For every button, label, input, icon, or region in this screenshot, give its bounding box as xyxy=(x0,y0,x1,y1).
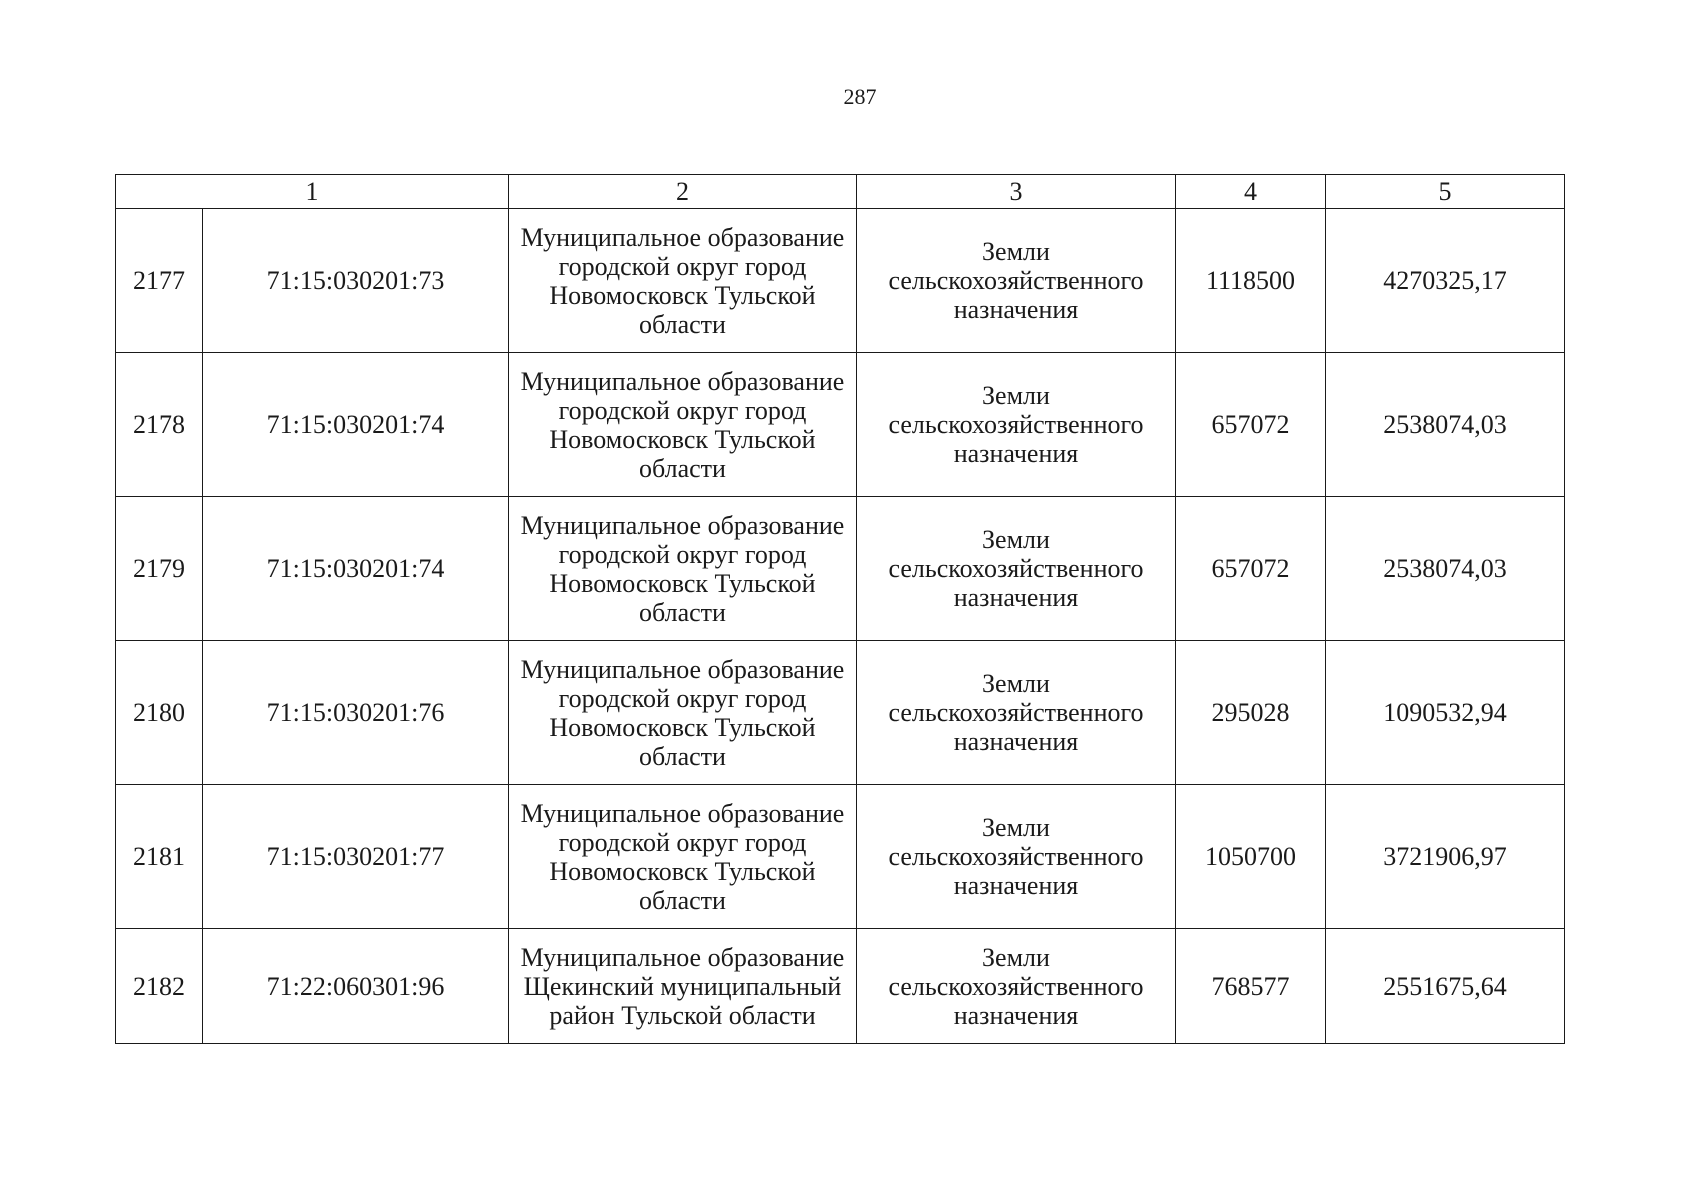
column-header-3: 3 xyxy=(857,175,1176,209)
table-row xyxy=(116,641,1565,785)
cadastral-number: 71:15:030201:74 xyxy=(203,497,509,641)
cadastral-value-cell: 1090532,94 xyxy=(1326,641,1565,785)
cadastral-value-cell: 3721906,97 xyxy=(1326,785,1565,929)
row-number: 2178 xyxy=(116,353,203,497)
row-number: 2177 xyxy=(116,209,203,353)
cadastral-value-cell: 2551675,64 xyxy=(1326,929,1565,1044)
area-cell: 295028 xyxy=(1176,641,1326,785)
cadastral-number: 71:15:030201:73 xyxy=(203,209,509,353)
table-row xyxy=(116,497,1565,641)
land-category-cell: Земли сельскохозяйственного назначения xyxy=(857,641,1176,785)
column-header-2: 2 xyxy=(509,175,857,209)
land-category-cell: Земли сельскохозяйственного назначения xyxy=(857,209,1176,353)
column-header-4: 4 xyxy=(1176,175,1326,209)
land-category-cell: Земли сельскохозяйственного назначения xyxy=(857,785,1176,929)
land-registry-table xyxy=(115,174,1565,1044)
land-category-cell: Земли сельскохозяйственного назначения xyxy=(857,353,1176,497)
table-row xyxy=(116,353,1565,497)
row-number: 2182 xyxy=(116,929,203,1044)
area-cell: 768577 xyxy=(1176,929,1326,1044)
owner-cell: Муниципальное образование городской округ город Новомосковск Тульской области xyxy=(509,353,857,497)
table-row xyxy=(116,929,1565,1044)
cadastral-value-cell: 2538074,03 xyxy=(1326,353,1565,497)
cadastral-number: 71:15:030201:74 xyxy=(203,353,509,497)
row-number: 2181 xyxy=(116,785,203,929)
area-cell: 1118500 xyxy=(1176,209,1326,353)
cadastral-number: 71:15:030201:77 xyxy=(203,785,509,929)
owner-cell: Муниципальное образование Щекинский муниципальный район Тульской области xyxy=(509,929,857,1044)
area-cell: 657072 xyxy=(1176,497,1326,641)
owner-cell: Муниципальное образование городской округ город Новомосковск Тульской области xyxy=(509,209,857,353)
row-number: 2179 xyxy=(116,497,203,641)
land-category-cell: Земли сельскохозяйственного назначения xyxy=(857,497,1176,641)
table-row xyxy=(116,209,1565,353)
page-number: 287 xyxy=(843,84,877,109)
cadastral-value-cell: 2538074,03 xyxy=(1326,497,1565,641)
owner-cell: Муниципальное образование городской округ город Новомосковск Тульской области xyxy=(509,497,857,641)
table-row xyxy=(116,785,1565,929)
row-number: 2180 xyxy=(116,641,203,785)
land-category-cell: Земли сельскохозяйственного назначения xyxy=(857,929,1176,1044)
column-header-1: 1 xyxy=(116,175,509,209)
cadastral-value-cell: 4270325,17 xyxy=(1326,209,1565,353)
area-cell: 657072 xyxy=(1176,353,1326,497)
cadastral-number: 71:15:030201:76 xyxy=(203,641,509,785)
cadastral-number: 71:22:060301:96 xyxy=(203,929,509,1044)
owner-cell: Муниципальное образование городской округ город Новомосковск Тульской области xyxy=(509,641,857,785)
column-header-5: 5 xyxy=(1326,175,1565,209)
table-header-row xyxy=(116,175,1565,209)
area-cell: 1050700 xyxy=(1176,785,1326,929)
owner-cell: Муниципальное образование городской округ город Новомосковск Тульской области xyxy=(509,785,857,929)
